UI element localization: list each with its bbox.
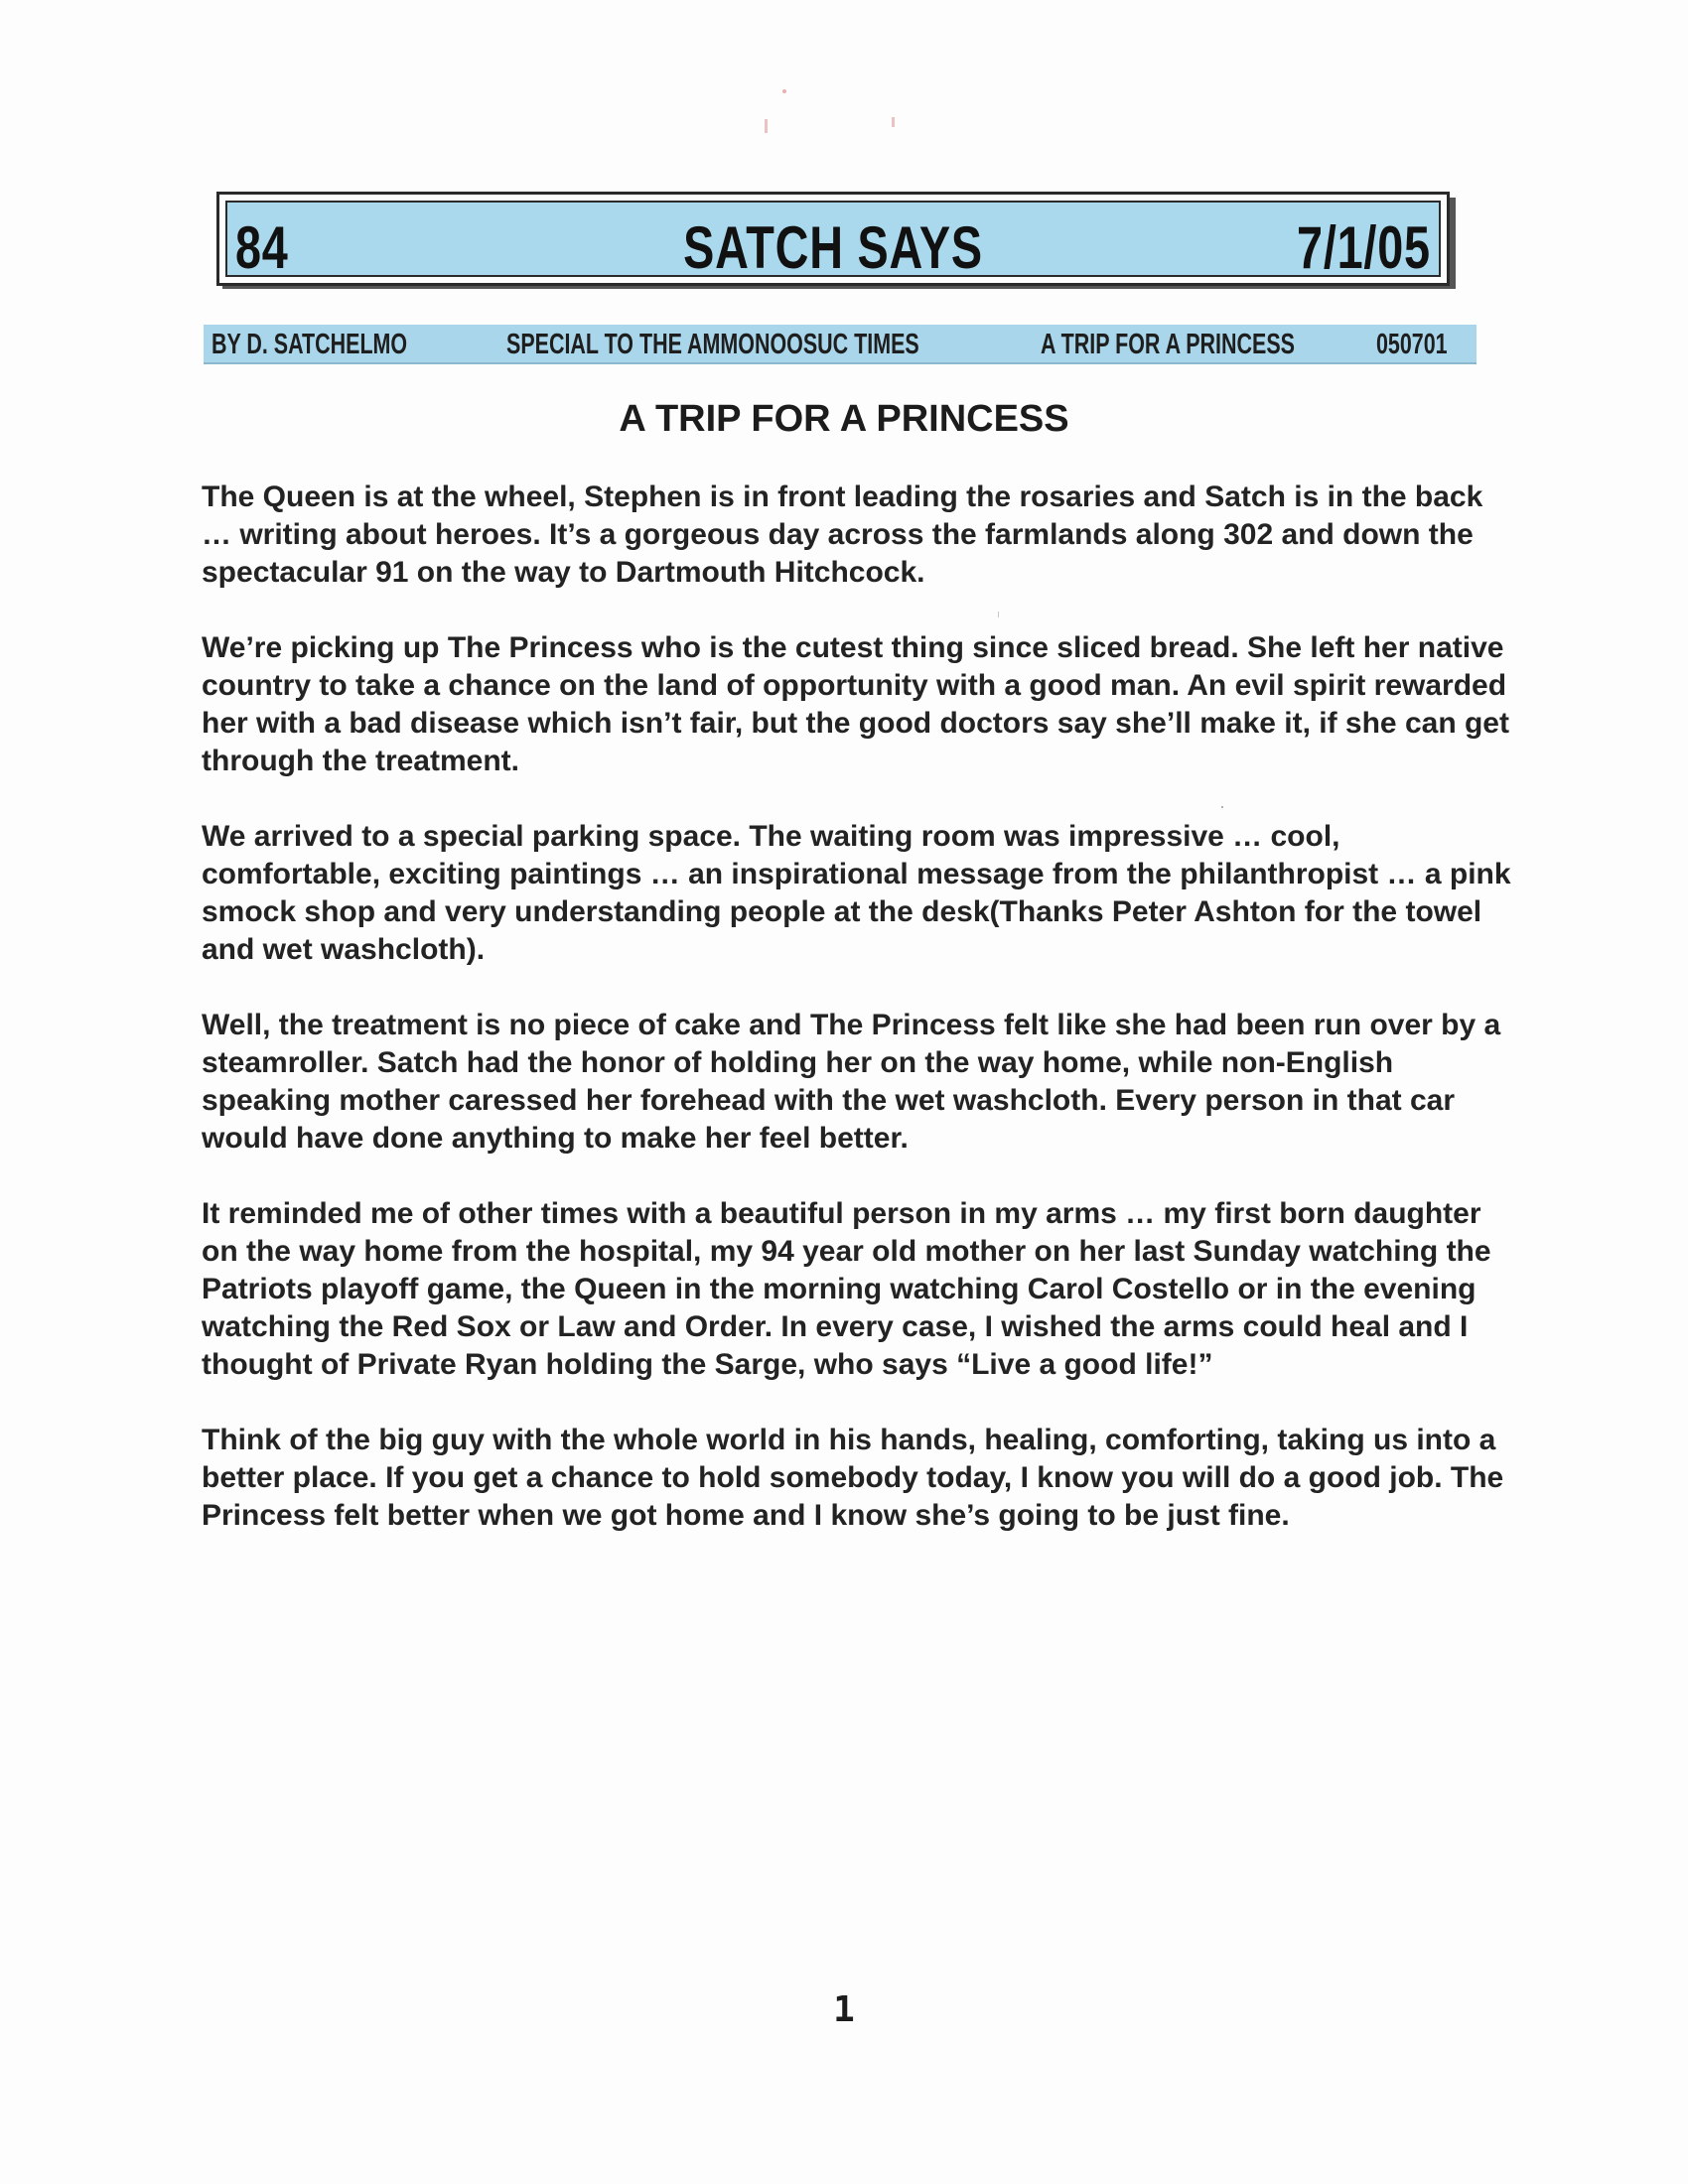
issue-number: 84	[235, 214, 289, 281]
page-number: 1	[833, 1989, 855, 2030]
issue-date: 7/1/05	[1297, 214, 1431, 281]
paragraph: It reminded me of other times with a beautiful person in my arms … my first born daughter on the way home from the hospital, my 94 year old mother on her last Sunday watching the Patriots playoff game, the Queen in the morning watching Carol Costello or in the evening watching the Red Sox or Law and Order. In every case, I wished the arms could heal and I thought of Private Ryan holding the Sarge, who says “Live a good life!”	[202, 1197, 1491, 1381]
masthead-banner	[225, 201, 1441, 281]
byline-column-title: A TRIP FOR A PRINCESS	[1041, 329, 1295, 360]
paragraph: We’re picking up The Princess who is the cutest thing since sliced bread. She left her native country to take a chance on the land of opportunity with a good man. An evil spirit rewarded her with a bad disease which isn’t fair, but the good doctors say she’ll make it, if she can get through the treatment.	[202, 631, 1509, 777]
byline-code: 050701	[1376, 329, 1448, 360]
byline-bar	[204, 325, 1477, 364]
article-body	[202, 478, 1512, 1572]
byline-publication: SPECIAL TO THE AMMONOOSUC TIMES	[506, 329, 919, 360]
paragraph: The Queen is at the wheel, Stephen is in front leading the rosaries and Satch is in the back … writing about heroes. It’s a gorgeous day across the farmlands along 302 and down the spectacular 91 on the way to Dartmouth Hitchcock.	[202, 480, 1483, 589]
paragraph: Well, the treatment is no piece of cake and The Princess felt like she had been run over by a steamroller. Satch had the honor of holding her on the way home, while non-English speaking mother caressed her forehead with the wet washcloth. Every person in that car would have done anything to make her feel better.	[202, 1009, 1501, 1155]
paragraph: Think of the big guy with the whole world in his hands, healing, comforting, taking us into a better place. If you get a chance to hold somebody today, I know you will do a good job. The Princess felt better when we got home and I know she’s going to be just fine.	[202, 1424, 1504, 1532]
byline-author: BY D. SATCHELMO	[211, 329, 408, 360]
article-headline: A TRIP FOR A PRINCESS	[619, 398, 1069, 440]
column-name: SATCH SAYS	[683, 214, 983, 281]
masthead-box	[216, 192, 1450, 286]
paragraph: We arrived to a special parking space. The waiting room was impressive … cool, comfortable, exciting paintings … an inspirational message from the philanthropist … a pink smock shop and very understanding people at the desk(Thanks Peter Ashton for the towel and wet washcloth).	[202, 820, 1511, 966]
